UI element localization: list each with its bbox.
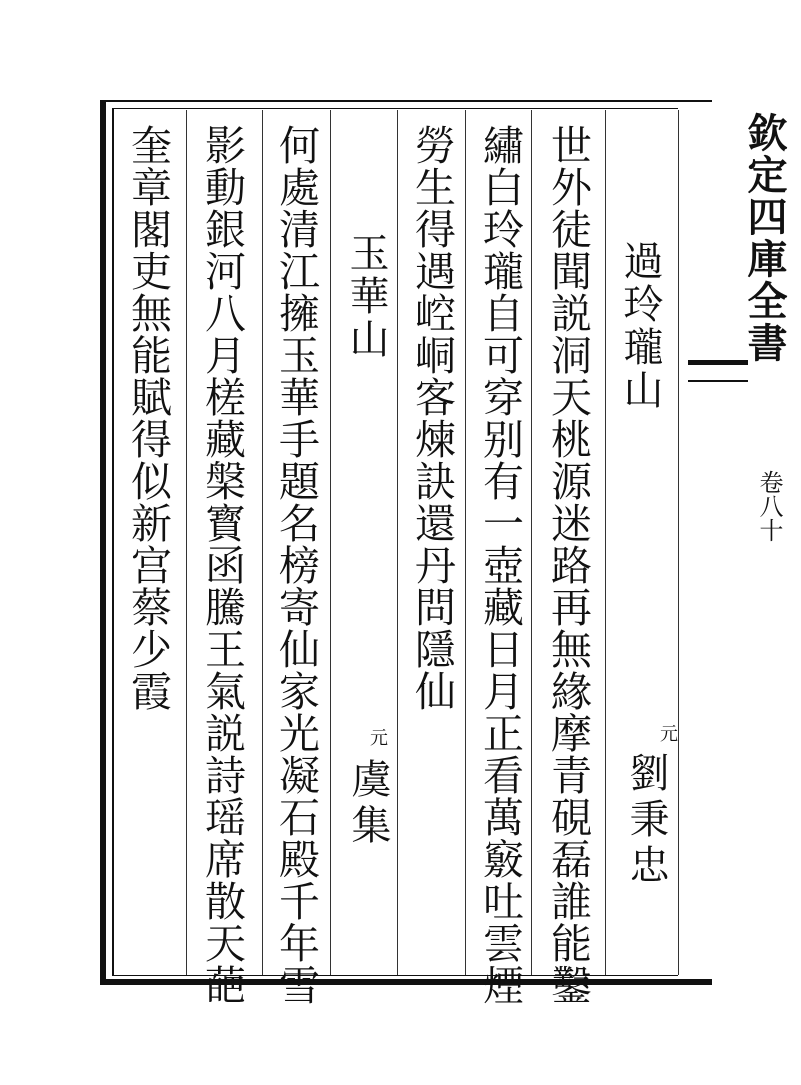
poem-title: 玉華山 (343, 232, 389, 361)
column-rule (465, 110, 466, 975)
poem-dynasty: 元 (657, 724, 678, 742)
poem-line: 勞生得遇崆峒客煉訣還丹問隱仙 (408, 124, 456, 712)
column-rule (531, 110, 532, 975)
poem-author: 虞集 (345, 758, 391, 850)
poem-title: 過玲瓏山 (617, 240, 663, 412)
column-rule (397, 110, 398, 975)
column-rule (330, 110, 331, 975)
poem-line: 奎章閣吏無能賦得似新宫蔡少霞 (124, 124, 172, 712)
poem-line: 影動銀河八月槎藏槃寳函騰王氣説詩瑶席散天葩 (198, 124, 246, 1006)
column-rule (186, 110, 187, 975)
column-rule (678, 110, 679, 975)
poem-dynasty: 元 (367, 728, 388, 746)
poem-line: 繡白玲瓏自可穿别有一壺藏日月正看萬竅吐雲煙 (476, 124, 524, 1006)
margin-book-title: 欽定四庫全書 (741, 112, 788, 364)
poem-line: 世外徒聞説洞天桃源迷路再無緣摩青硯磊誰能鑿 (544, 124, 592, 1006)
margin-volume-label: 卷八十 (755, 470, 783, 542)
poem-author: 劉秉忠 (623, 752, 669, 890)
column-rule (262, 110, 263, 975)
column-rule (605, 110, 606, 975)
fishtail-mark (688, 360, 748, 382)
poem-line: 何處清江擁玉華手題名榜寄仙家光凝石殿千年雪 (272, 124, 320, 1006)
